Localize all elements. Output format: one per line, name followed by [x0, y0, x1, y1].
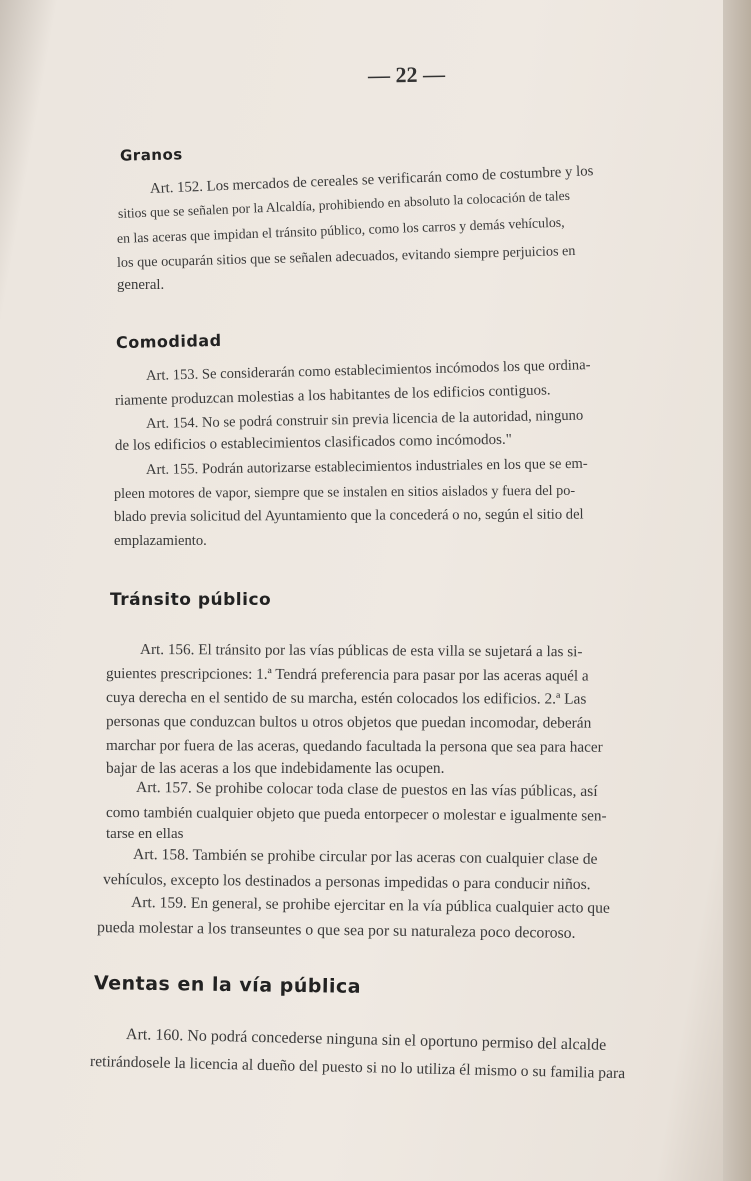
text-line: bajar de las aceras a los que indebidamente las ocupen. [106, 760, 445, 777]
text-line: vehículos, excepto los destinados a personas impedidas o para conducir niños. [102, 871, 591, 894]
text-line: los que ocuparán sitios que se señalen adecuados, evitando siempre perjuicios en [116, 242, 576, 271]
text-line: retirándosele la licencia al dueño del puesto si no lo utiliza él mismo o su familia para [89, 1053, 626, 1083]
text-line: tarse en ellas [106, 826, 184, 842]
section-heading-comodidad: Comodidad [115, 330, 222, 353]
text-line: de los edificios o establecimientos clasificados como incómodos." [114, 431, 512, 454]
text-line: emplazamiento. [114, 533, 207, 549]
text-line: Art. 158. También se prohibe circular por las aceras con cualquier clase de [132, 846, 598, 868]
text-line: pleen motores de vapor, siempre que se instalen en sitios aislados y fuera del po- [113, 482, 576, 502]
text-line: en las aceras que impidan el tránsito público, como los carros y demás vehículos, [116, 214, 565, 246]
text-line: cuya derecha en el sentido de su marcha, estén colocados los edificios. 2.ª Las [105, 689, 587, 708]
text-line: Art. 153. Se considerarán como establecimientos incómodos los que ordina- [145, 357, 591, 384]
text-line: Art. 156. El tránsito por las vías públicas de esta villa se sujetará a las si- [139, 641, 583, 661]
text-line: Art. 154. No se podrá construir sin previa licencia de la autoridad, ninguno [145, 407, 584, 432]
page-number: — 22 — [367, 61, 446, 88]
text-line: Art. 155. Podrán autorizarse establecimientos industriales en los que se em- [145, 455, 588, 478]
text-line: Art. 159. En general, se prohibe ejercitar en la vía pública cualquier acto que [130, 894, 610, 917]
text-line: Art. 152. Los mercados de cereales se verificarán como de costumbre y los [149, 163, 594, 197]
text-line: personas que conduzcan bultos u otros objetos que puedan incomodar, deberán [105, 713, 592, 732]
section-heading-granos: Granos [119, 145, 183, 165]
page-edge [723, 0, 751, 1181]
text-line: Art. 157. Se prohibe colocar toda clase de puestos en las vías públicas, así [135, 779, 598, 801]
text-line: sitios que se señalen por la Alcaldía, prohibiendo en absoluto la colocación de tales [117, 187, 571, 221]
text-line: blado previa solicitud del Ayuntamiento que la concederá o no, según el sitio del [113, 506, 584, 525]
text-line: como también cualquier objeto que pueda entorpecer o molestar e igualmente sen- [105, 804, 607, 825]
text-line: general. [117, 277, 165, 293]
text-line: riamente produzcan molestias a los habitantes de los edificios contiguos. [114, 382, 551, 409]
section-heading-transito-publico: Tránsito público [110, 590, 272, 610]
text-line: guientes prescripciones: 1.ª Tendrá preferencia para pasar por las aceras aquél a [105, 665, 589, 685]
text-line: marchar por fuera de las aceras, quedando facultada la persona que sea para hacer [105, 737, 603, 756]
text-line: Art. 160. No podrá concederse ninguna sin el oportuno permiso del alcalde [125, 1026, 607, 1054]
section-heading-ventas: Ventas en la vía pública [93, 972, 362, 998]
text-line: pueda molestar a los transeuntes o que sea por su naturaleza poco decoroso. [96, 919, 576, 942]
